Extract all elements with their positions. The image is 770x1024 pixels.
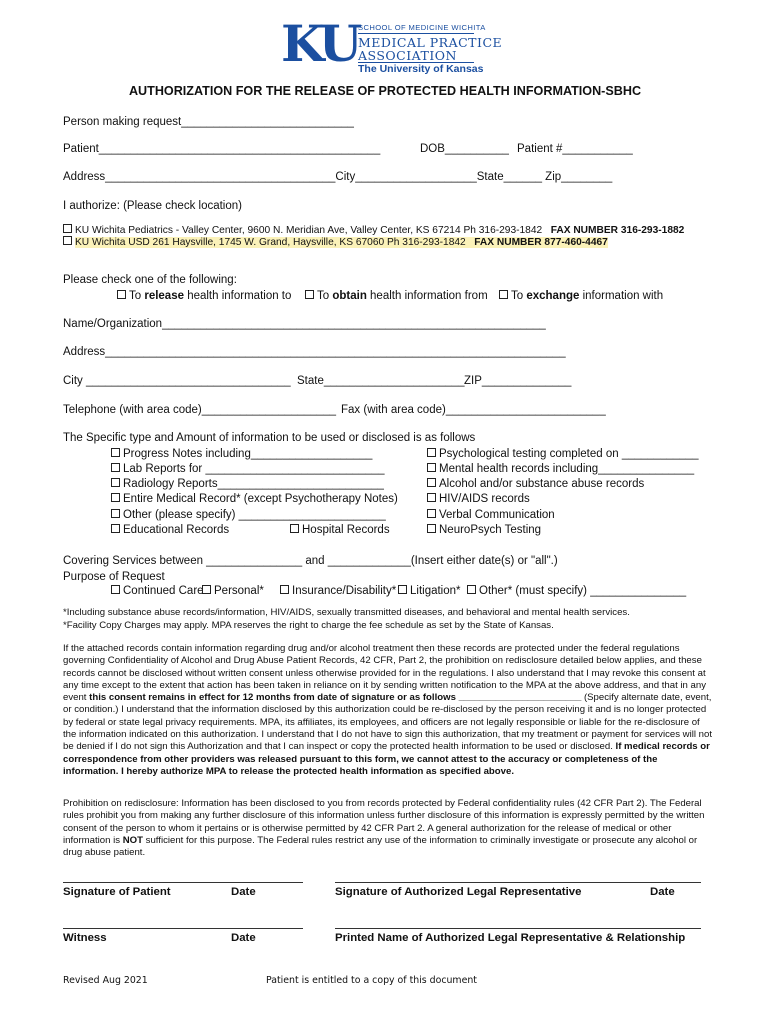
checkbox-icon[interactable]	[111, 493, 120, 502]
checkbox-icon[interactable]	[499, 290, 508, 299]
info-right-item[interactable]: Verbal Communication	[427, 508, 555, 522]
date-label: Date	[650, 886, 675, 898]
info-left-item[interactable]: Progress Notes including___________________	[111, 447, 372, 461]
witness-signature-line[interactable]	[63, 928, 303, 929]
signature-of-patient-label: Signature of Patient	[63, 886, 171, 898]
checkbox-icon[interactable]	[111, 509, 120, 518]
info-right-item[interactable]: Psychological testing completed on ____________	[427, 447, 699, 461]
patient-signature-line[interactable]	[63, 882, 303, 883]
date-label: Date	[231, 886, 256, 898]
info-left-item[interactable]: Radiology Reports__________________________	[111, 477, 384, 491]
patient-number-field[interactable]: Patient #___________	[517, 143, 633, 155]
revised-date: Revised Aug 2021	[63, 975, 148, 986]
info-left-item[interactable]: Other (please specify) _______________________	[111, 508, 386, 522]
legal-paragraph-2: Prohibition on redisclosure: Information has been disclosed to you from records protected by Federal confidentiality rules (42 CFR Part 2). The Federal rules prohibit you from making any further disclosure of this information unless further disclosure of this information is expressly permitted by the written consent of the person to whom it pertains or is otherwise permitted by 42 CFR Part 2. A general authorization for the release of medical or other information is NOT sufficient for this purpose. The Federal rules restrict any use of the information to criminally investigate or prosecute any alcohol or drug abuse patient.	[63, 798, 705, 859]
purpose-label: Purpose of Request	[63, 571, 165, 583]
checkbox-icon[interactable]	[111, 463, 120, 472]
logo-line3: ASSOCIATION	[358, 48, 457, 63]
checkbox-icon[interactable]	[290, 524, 299, 533]
purpose-other[interactable]: Other* (must specify) _______________	[467, 584, 686, 598]
obtain-option[interactable]: To obtain health information from	[305, 289, 488, 303]
recipient-address-field[interactable]: Address________________________________________________________________________	[63, 346, 566, 358]
footnote-1: *Including substance abuse records/information, HIV/AIDS, sexually transmitted diseases, and behavioral and mental health services.	[63, 607, 630, 618]
logo-divider	[358, 33, 474, 34]
checkbox-icon[interactable]	[63, 224, 72, 233]
checkbox-icon[interactable]	[111, 448, 120, 457]
checkbox-icon[interactable]	[111, 478, 120, 487]
checkbox-icon[interactable]	[427, 493, 436, 502]
info-left-item[interactable]: Educational Records	[111, 523, 229, 537]
checkbox-icon[interactable]	[111, 524, 120, 533]
check-one-label: Please check one of the following:	[63, 274, 237, 286]
witness-label: Witness	[63, 932, 107, 944]
representative-signature-line[interactable]	[335, 882, 701, 883]
legal-paragraph-1: If the attached records contain information regarding drug and/or alcohol treatment then these records are protected under the federal regulations governing Confidentiality of Alcohol and Drug Abuse Patient Records, 42 CFR, Part 2, the prohibition on redisclosure detailed below applies, and these records cannot be disclosed without written consent unless otherwise provided for in the regulations. I also understand that I may revoke this consent at any time except to the extent that action has been taken in reliance on it by sending written notification to the MPA at the above address, and that in any event this consent remains in effect for 12 months from date of signature or as follows _______________________ (Specify alternate date, event, or condition.) I understand that the information disclosed by this authorization could be re-disclosed by the person receiving it and is no longer protected by federal or state legal privacy requirements. MPA, its affiliates, its employees, and officers are not legally responsible or liable for the re-disclosure of the information indicated on this authorization. I understand that I do not have to sign this authorization, that my treatment or payment for services will not be denied if I do not sign this Authorization and that I can inspect or copy the protected health information to be used or disclosed. If medical records or correspondence from other providers was released pursuant to this form, we cannot attest to the accuracy or completeness of the information. I hereby authorize MPA to release the protected health information as specified above.	[63, 643, 712, 777]
name-organization-field[interactable]: Name/Organization____________________________________________________________	[63, 318, 546, 330]
fax-field[interactable]: Fax (with area code)_________________________	[341, 404, 606, 416]
logo-line1: SCHOOL OF MEDICINE WICHITA	[358, 23, 486, 32]
printed-name-line[interactable]	[335, 928, 701, 929]
location-2-fax: FAX NUMBER 877-460-4467	[474, 237, 608, 248]
person-making-request-field[interactable]: Person making request___________________________	[63, 116, 354, 128]
checkbox-icon[interactable]	[63, 236, 72, 245]
info-right-item[interactable]: Mental health records including_______________	[427, 462, 694, 476]
checkbox-icon[interactable]	[427, 463, 436, 472]
purpose-continued-care[interactable]: Continued Care	[111, 584, 204, 598]
purpose-personal[interactable]: Personal*	[202, 584, 264, 598]
authorize-label: I authorize: (Please check location)	[63, 200, 242, 212]
info-right-item[interactable]: Alcohol and/or substance abuse records	[427, 477, 644, 491]
recipient-state-field[interactable]: State______________________	[297, 375, 465, 387]
footnote-2: *Facility Copy Charges may apply. MPA reserves the right to charge the fee schedule as set by the State of Kansas.	[63, 620, 554, 631]
checkbox-icon[interactable]	[111, 585, 120, 594]
checkbox-icon[interactable]	[398, 585, 407, 594]
location-2-text: KU Wichita USD 261 Haysville, 1745 W. Grand, Haysville, KS 67060 Ph 316-293-1842	[75, 237, 466, 248]
logo-line2: MEDICAL PRACTICE	[358, 35, 503, 50]
info-right-item[interactable]: HIV/AIDS records	[427, 492, 530, 506]
address-field[interactable]: Address____________________________________City___________________State______ Zip________	[63, 171, 613, 183]
info-left-item[interactable]: Lab Reports for ____________________________	[111, 462, 385, 476]
checkbox-icon[interactable]	[280, 585, 289, 594]
recipient-city-field[interactable]: City ________________________________	[63, 375, 291, 387]
logo-line4: The University of Kansas	[358, 63, 484, 75]
hospital-records-option[interactable]: Hospital Records	[290, 523, 390, 537]
info-types-label: The Specific type and Amount of information to be used or disclosed is as follows	[63, 432, 476, 444]
telephone-field[interactable]: Telephone (with area code)_____________________	[63, 404, 337, 416]
location-1-text: KU Wichita Pediatrics - Valley Center, 9600 N. Meridian Ave, Valley Center, KS 67214 Ph 316-293-1842	[75, 225, 543, 236]
recipient-zip-field[interactable]: ZIP______________	[464, 375, 572, 387]
location-option-2[interactable]	[63, 236, 608, 250]
info-left-item[interactable]: Entire Medical Record* (except Psychotherapy Notes)	[111, 492, 398, 506]
release-option[interactable]: To release health information to	[117, 289, 291, 303]
patient-field[interactable]: Patient____________________________________________	[63, 143, 381, 155]
entitled-copy-note: Patient is entitled to a copy of this document	[266, 975, 477, 986]
checkbox-icon[interactable]	[427, 478, 436, 487]
checkbox-icon[interactable]	[305, 290, 314, 299]
checkbox-icon[interactable]	[427, 509, 436, 518]
exchange-option[interactable]: To exchange information with	[499, 289, 663, 303]
checkbox-icon[interactable]	[117, 290, 126, 299]
printed-name-label: Printed Name of Authorized Legal Representative & Relationship	[335, 932, 686, 944]
purpose-insurance[interactable]: Insurance/Disability*	[280, 584, 396, 598]
checkbox-icon[interactable]	[467, 585, 476, 594]
location-1-fax: FAX NUMBER 316-293-1882	[550, 225, 685, 236]
form-title: AUTHORIZATION FOR THE RELEASE OF PROTECTED HEALTH INFORMATION-SBHC	[128, 84, 642, 98]
checkbox-icon[interactable]	[427, 524, 436, 533]
checkbox-icon[interactable]	[427, 448, 436, 457]
info-right-item[interactable]: NeuroPsych Testing	[427, 523, 541, 537]
checkbox-icon[interactable]	[202, 585, 211, 594]
covering-services-field[interactable]: Covering Services between _______________ and _____________(Insert either date(s) or "all".)	[63, 555, 558, 567]
date-label: Date	[231, 932, 256, 944]
signature-of-representative-label: Signature of Authorized Legal Representative	[335, 886, 582, 898]
logo-ku-mark: KU	[281, 14, 359, 73]
dob-field[interactable]: DOB__________	[420, 143, 509, 155]
purpose-litigation[interactable]: Litigation*	[398, 584, 461, 598]
